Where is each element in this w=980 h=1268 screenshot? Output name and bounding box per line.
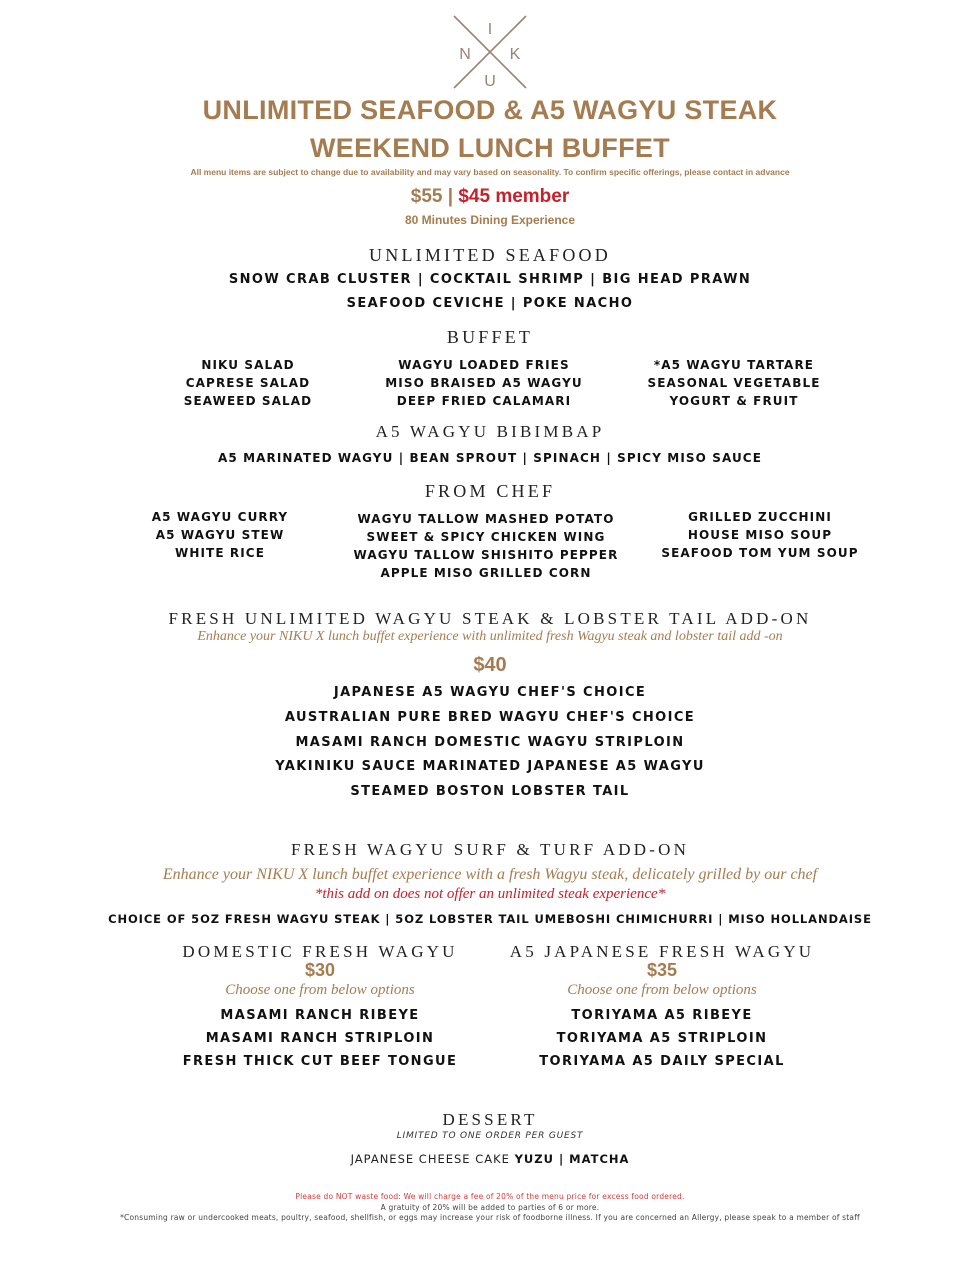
dessert-item-name: JAPANESE CHEESE CAKE	[350, 1152, 510, 1166]
price-separator: |	[447, 186, 454, 207]
option-item: TORIYAMA A5 DAILY SPECIAL	[539, 1054, 785, 1069]
niku-x-logo	[452, 14, 528, 90]
addon-item: STEAMED BOSTON LOBSTER TAIL	[350, 784, 630, 799]
option-item: MASAMI RANCH RIBEYE	[220, 1008, 420, 1023]
price-line	[0, 186, 980, 208]
food-waste-notice: Please do NOT waste food: We will charge a fee of 20% of the menu price for excess food ordered.	[295, 1192, 685, 1201]
addon-item: YAKINIKU SAUCE MARINATED JAPANESE A5 WAGYU	[275, 759, 705, 774]
option-instruction: Choose one from below options	[225, 982, 415, 998]
consumption-warning: *Consuming raw or undercooked meats, poultry, seafood, shellfish, or eggs may increase your risk of foodborne illness. If you are concerned an Allergy, please speak to a member of staff	[120, 1213, 860, 1222]
option-price: $30	[304, 960, 336, 980]
option-item: FRESH THICK CUT BEEF TONGUE	[182, 1054, 458, 1069]
section-heading-surf-turf-addon: FRESH WAGYU SURF & TURF ADD-ON	[290, 840, 690, 859]
regular-price: $55	[410, 186, 443, 207]
section-heading-bibimbap: A5 WAGYU BIBIMBAP	[375, 422, 605, 441]
menu-item: WHITE RICE	[174, 546, 265, 560]
option-item: TORIYAMA A5 RIBEYE	[571, 1008, 753, 1023]
dessert-item	[0, 1152, 980, 1166]
menu-item: WAGYU TALLOW SHISHITO PEPPER	[353, 548, 619, 562]
bibimbap-line: A5 MARINATED WAGYU | BEAN SPROUT | SPINACH | SPICY MISO SAUCE	[217, 451, 763, 465]
member-price: $45 member	[458, 186, 570, 207]
dessert-flavors: YUZU | MATCHA	[514, 1152, 630, 1166]
title-line-2: WEEKEND LUNCH BUFFET	[310, 133, 670, 163]
buffet-column-2	[364, 356, 604, 410]
menu-item: HOUSE MISO SOUP	[687, 528, 833, 542]
surf-turf-subtitle: Enhance your NIKU X lunch buffet experience with a fresh Wagyu steak, delicately grilled by our chef	[162, 866, 818, 883]
option-price: $35	[646, 960, 678, 980]
chef-column-2	[346, 510, 626, 582]
menu-item: SEASONAL VEGETABLE	[647, 376, 821, 390]
menu-item: *A5 WAGYU TARTARE	[653, 358, 815, 372]
dining-duration: 80 Minutes Dining Experience	[404, 213, 576, 227]
seafood-line-2: SEAFOOD CEVICHE | POKE NACHO	[346, 296, 634, 311]
surf-turf-choice-line: CHOICE OF 5OZ FRESH WAGYU STEAK | 5OZ LOBSTER TAIL UMEBOSHI CHIMICHURRI | MISO HOLLANDAISE	[108, 912, 872, 926]
option-heading: DOMESTIC FRESH WAGYU	[182, 942, 458, 961]
option-item: TORIYAMA A5 STRIPLOIN	[556, 1031, 768, 1046]
section-heading-unlimited-seafood: UNLIMITED SEAFOOD	[369, 245, 611, 265]
section-heading-from-chef: FROM CHEF	[424, 481, 556, 501]
gratuity-notice: A gratuity of 20% will be added to parties of 6 or more.	[380, 1203, 600, 1212]
x-cross-logo-icon	[452, 14, 528, 90]
surf-turf-note: *this add on does not offer an unlimited steak experience*	[314, 886, 666, 902]
buffet-column-3	[622, 356, 846, 410]
buffet-column-1	[148, 356, 348, 410]
menu-item: A5 WAGYU STEW	[155, 528, 285, 542]
section-heading-buffet: BUFFET	[446, 327, 534, 347]
svg-text:U: U	[484, 73, 496, 90]
addon-item: MASAMI RANCH DOMESTIC WAGYU STRIPLOIN	[295, 735, 685, 750]
steak-lobster-price: $40	[473, 654, 507, 676]
menu-item: GRILLED ZUCCHINI	[688, 510, 832, 524]
domestic-wagyu-option	[160, 942, 480, 1069]
menu-item: DEEP FRIED CALAMARI	[396, 394, 572, 408]
section-heading-dessert: DESSERT	[442, 1110, 538, 1129]
option-item: MASAMI RANCH STRIPLOIN	[205, 1031, 435, 1046]
seafood-line-1: SNOW CRAB CLUSTER | COCKTAIL SHRIMP | BIG HEAD PRAWN	[228, 272, 752, 287]
svg-text:K: K	[509, 46, 521, 63]
steak-lobster-subtitle: Enhance your NIKU X lunch buffet experience with unlimited fresh Wagyu steak and lobster tail add -on	[197, 629, 783, 644]
menu-item: YOGURT & FRUIT	[669, 394, 799, 408]
menu-item: WAGYU TALLOW MASHED POTATO	[357, 512, 615, 526]
chef-column-1	[120, 508, 320, 562]
title-line-1: UNLIMITED SEAFOOD & A5 WAGYU STEAK	[202, 95, 778, 125]
menu-item: NIKU SALAD	[201, 358, 295, 372]
chef-column-3	[650, 508, 870, 562]
menu-item: SWEET & SPICY CHICKEN WING	[366, 530, 606, 544]
menu-item: A5 WAGYU CURRY	[151, 510, 289, 524]
menu-item: CAPRESE SALAD	[185, 376, 311, 390]
addon-item: JAPANESE A5 WAGYU CHEF'S CHOICE	[333, 685, 647, 700]
menu-item: WAGYU LOADED FRIES	[398, 358, 570, 372]
menu-item: SEAFOOD TOM YUM SOUP	[661, 546, 859, 560]
option-heading: A5 JAPANESE FRESH WAGYU	[509, 942, 815, 961]
option-instruction: Choose one from below options	[567, 982, 757, 998]
menu-item: SEAWEED SALAD	[183, 394, 313, 408]
menu-item: MISO BRAISED A5 WAGYU	[385, 376, 583, 390]
menu-item: APPLE MISO GRILLED CORN	[380, 566, 592, 580]
svg-text:I: I	[487, 21, 493, 38]
svg-text:N: N	[459, 46, 471, 63]
dessert-limit-note: LIMITED TO ONE ORDER PER GUEST	[396, 1131, 584, 1141]
availability-disclaimer: All menu items are subject to change due to availability and may vary based on seasonality. To confirm specific offerings, please contact in advance	[190, 167, 790, 177]
a5-japanese-wagyu-option	[502, 942, 822, 1069]
section-heading-steak-lobster-addon: FRESH UNLIMITED WAGYU STEAK & LOBSTER TAIL ADD-ON	[168, 609, 812, 628]
addon-item: AUSTRALIAN PURE BRED WAGYU CHEF'S CHOICE	[284, 710, 696, 725]
